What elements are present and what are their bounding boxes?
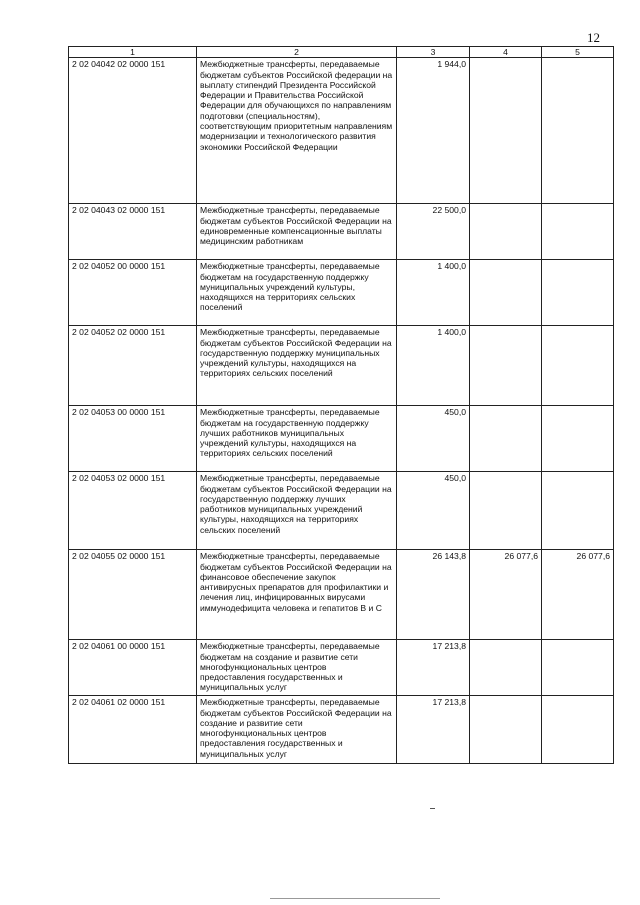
amount-col3-cell: 1 400,0 [397,260,470,326]
amount-col4-cell [470,326,542,406]
description-cell: Межбюджетные трансферты, передаваемые бюджетам субъектов Российской Федерации на создание и развитие сети многофункциональных центров предоставления государственных и муниципальных услуг [197,696,397,764]
description-cell: Межбюджетные трансферты, передаваемые бюджетам на создание и развитие сети многофункциональных центров предоставления государственных и муниципальных услуг [197,640,397,696]
amount-col4-cell [470,640,542,696]
table-row [69,472,614,550]
amount-col5-cell [542,204,614,260]
description-cell: Межбюджетные трансферты, передаваемые бюджетам субъектов Российской Федерации на государственную поддержку муниципальных учреждений культуры, находящихся на территориях сельских поселений [197,326,397,406]
column-header-1: 1 [69,47,197,58]
description-cell: Межбюджетные трансферты, передаваемые бюджетам на государственную поддержку лучших работников муниципальных учреждений культуры, находящихся на территориях сельских поселений [197,406,397,472]
description-cell: Межбюджетные трансферты, передаваемые бюджетам субъектов Российской Федерации на единовременные компенсационные выплаты медицинским работникам [197,204,397,260]
amount-col3-cell: 1 400,0 [397,326,470,406]
table-header-row [69,47,614,58]
column-header-2: 2 [197,47,397,58]
amount-col3-cell: 26 143,8 [397,550,470,640]
table-row [69,640,614,696]
table-body [69,58,614,764]
budget-code-cell: 2 02 04052 00 0000 151 [69,260,197,326]
scan-mark [430,808,435,809]
amount-col4-cell [470,406,542,472]
table-row [69,696,614,764]
budget-code-cell: 2 02 04052 02 0000 151 [69,326,197,406]
bottom-edge-rule [270,898,440,899]
budget-code-cell: 2 02 04043 02 0000 151 [69,204,197,260]
amount-col5-cell [542,326,614,406]
amount-col5-cell [542,260,614,326]
budget-table [68,46,614,764]
amount-col3-cell: 450,0 [397,406,470,472]
table-row [69,406,614,472]
column-header-4: 4 [470,47,542,58]
amount-col3-cell: 17 213,8 [397,696,470,764]
amount-col4-cell [470,58,542,204]
column-header-3: 3 [397,47,470,58]
amount-col5-cell: 26 077,6 [542,550,614,640]
table-row [69,58,614,204]
amount-col4-cell: 26 077,6 [470,550,542,640]
amount-col4-cell [470,696,542,764]
amount-col4-cell [470,204,542,260]
amount-col5-cell [542,472,614,550]
table-row [69,260,614,326]
budget-code-cell: 2 02 04053 02 0000 151 [69,472,197,550]
amount-col3-cell: 17 213,8 [397,640,470,696]
column-header-5: 5 [542,47,614,58]
budget-code-cell: 2 02 04053 00 0000 151 [69,406,197,472]
description-cell: Межбюджетные трансферты, передаваемые бюджетам субъектов Российской Федерации на финансовое обеспечение закупок антивирусных препаратов для профилактики и лечения лиц, инфицированных вирусами иммунодефицита человека и гепатитов В и С [197,550,397,640]
amount-col3-cell: 22 500,0 [397,204,470,260]
table-row [69,550,614,640]
amount-col3-cell: 450,0 [397,472,470,550]
table-row [69,204,614,260]
description-cell: Межбюджетные трансферты, передаваемые бюджетам субъектов Российской федерации на выплату стипендий Президента Российской Федерации и Правительства Российской Федерации для обучающихся по направлениям подготовки (специальностям), соответствующим приоритетным направлениям модернизации и технологического развития экономики Российской Федерации [197,58,397,204]
amount-col5-cell [542,406,614,472]
budget-code-cell: 2 02 04055 02 0000 151 [69,550,197,640]
amount-col4-cell [470,260,542,326]
description-cell: Межбюджетные трансферты, передаваемые бюджетам субъектов Российской Федерации на государственную поддержку лучших работников муниципальных учреждений культуры, находящихся на территориях сельских поселений [197,472,397,550]
amount-col5-cell [542,640,614,696]
amount-col5-cell [542,58,614,204]
budget-code-cell: 2 02 04061 02 0000 151 [69,696,197,764]
description-cell: Межбюджетные трансферты, передаваемые бюджетам на государственную поддержку муниципальных учреждений культуры, находящихся на территориях сельских поселений [197,260,397,326]
amount-col3-cell: 1 944,0 [397,58,470,204]
page-number: 12 [587,30,600,45]
budget-code-cell: 2 02 04042 02 0000 151 [69,58,197,204]
budget-code-cell: 2 02 04061 00 0000 151 [69,640,197,696]
amount-col5-cell [542,696,614,764]
table-row [69,326,614,406]
amount-col4-cell [470,472,542,550]
